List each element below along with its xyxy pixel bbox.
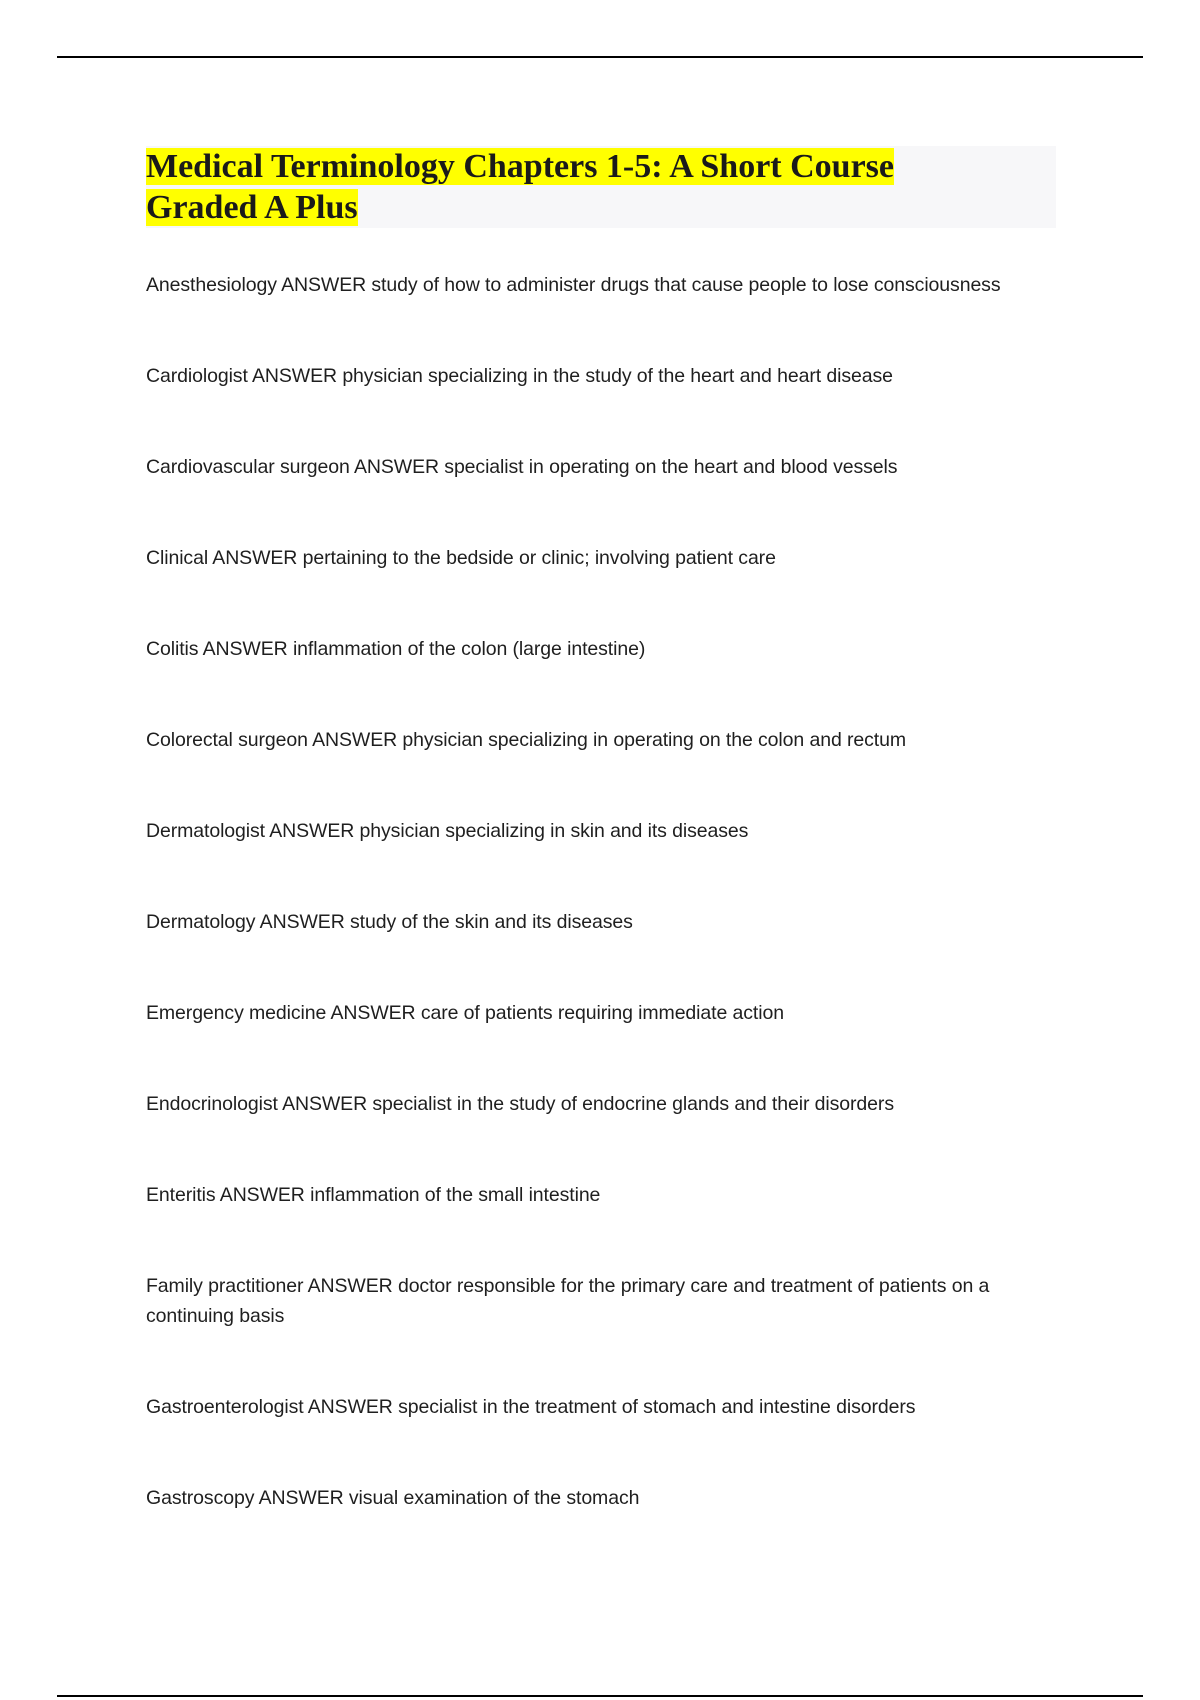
term-entry: Cardiologist ANSWER physician specializing in the study of the heart and heart disease: [146, 365, 893, 387]
term-entry: Gastroenterologist ANSWER specialist in the treatment of stomach and intestine disorders: [146, 1396, 916, 1418]
title-box: [146, 146, 1056, 228]
bottom-rule: [57, 1695, 1143, 1697]
title-line-1: Medical Terminology Chapters 1-5: A Short Course: [146, 148, 894, 185]
term-entry: Enteritis ANSWER inflammation of the small intestine: [146, 1184, 601, 1206]
term-entry: Family practitioner ANSWER doctor responsible for the primary care and treatment of patients on a continuing basis: [146, 1275, 990, 1327]
term-entry: Anesthesiology ANSWER study of how to administer drugs that cause people to lose consciousness: [146, 274, 1001, 296]
title-line-2: Graded A Plus: [146, 189, 358, 226]
term-entry: Cardiovascular surgeon ANSWER specialist in operating on the heart and blood vessels: [146, 456, 898, 478]
top-rule: [57, 56, 1143, 58]
term-entry: Clinical ANSWER pertaining to the bedside or clinic; involving patient care: [146, 547, 776, 569]
term-entry: Gastroscopy ANSWER visual examination of the stomach: [146, 1487, 640, 1509]
term-entry: Colitis ANSWER inflammation of the colon (large intestine): [146, 638, 646, 660]
page-title: [146, 146, 1056, 228]
term-entry: Dermatologist ANSWER physician specializing in skin and its diseases: [146, 820, 749, 842]
term-entry: Colorectal surgeon ANSWER physician specializing in operating on the colon and rectum: [146, 729, 906, 751]
term-entry: Emergency medicine ANSWER care of patients requiring immediate action: [146, 1002, 784, 1024]
term-entry: Dermatology ANSWER study of the skin and its diseases: [146, 911, 633, 933]
term-entry: Endocrinologist ANSWER specialist in the study of endocrine glands and their disorders: [146, 1093, 894, 1115]
